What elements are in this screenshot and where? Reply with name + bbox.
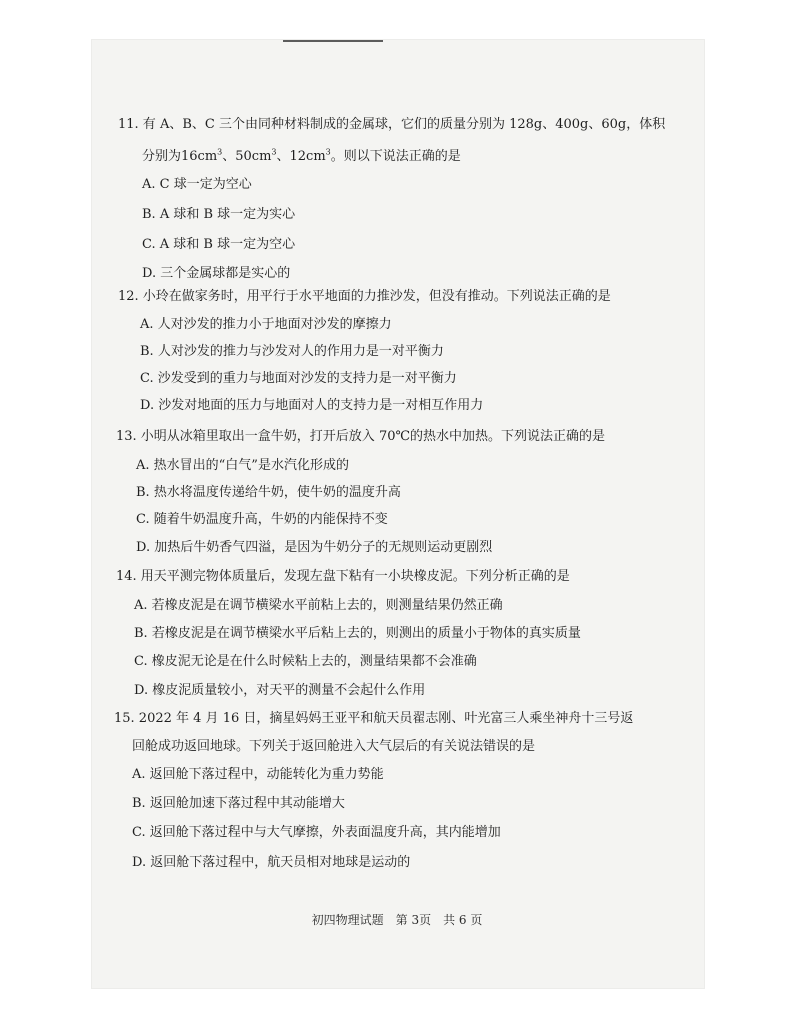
question-15-option-d: D. 返回舱下落过程中，航天员相对地球是运动的: [132, 855, 411, 870]
question-12-option-c: C. 沙发受到的重力与地面对沙发的支持力是一对平衡力: [140, 371, 457, 386]
question-14-option-b: B. 若橡皮泥是在调节横梁水平后粘上去的，则测出的质量小于物体的真实质量: [134, 626, 581, 641]
question-12-option-d: D. 沙发对地面的压力与地面对人的支持力是一对相互作用力: [140, 398, 484, 413]
question-13-option-d: D. 加热后牛奶香气四溢，是因为牛奶分子的无规则运动更剧烈: [136, 540, 493, 555]
question-14-stem: 14. 用天平测完物体质量后，发现左盘下粘有一小块橡皮泥。下列分析正确的是: [116, 569, 570, 584]
question-15-stem: 15. 2022 年 4 月 16 日，摘星妈妈王亚平和航天员翟志刚、叶光富三人乘坐神舟十三号返: [114, 711, 634, 726]
question-11-stem: 11. 有 A、B、C 三个由同种材料制成的金属球，它们的质量分别为 128g、400g、60g，体积: [118, 117, 666, 132]
question-13-option-a: A. 热水冒出的“白气”是水汽化形成的: [136, 458, 349, 473]
top-edge-mark: [283, 40, 383, 42]
question-14-option-d: D. 橡皮泥质量较小，对天平的测量不会起什么作用: [134, 683, 426, 698]
question-11-option-b: B. A 球和 B 球一定为实心: [142, 207, 296, 222]
question-11-option-c: C. A 球和 B 球一定为空心: [142, 237, 296, 252]
question-14-option-a: A. 若橡皮泥是在调节横梁水平前粘上去的，则测量结果仍然正确: [134, 598, 503, 613]
question-15-option-c: C. 返回舱下落过程中与大气摩擦，外表面温度升高，其内能增加: [132, 825, 501, 840]
question-12-option-b: B. 人对沙发的推力与沙发对人的作用力是一对平衡力: [140, 344, 444, 359]
question-13-stem: 13. 小明从冰箱里取出一盒牛奶，打开后放入 70℃的热水中加热。下列说法正确的是: [116, 429, 606, 444]
page-footer: 初四物理试题 第 3页 共 6 页: [311, 913, 483, 927]
question-11-stem-line2: 分别为$16cm^3$、$50cm^3$、$12cm^3$。则以下说法正确的是: [142, 147, 461, 164]
question-15-option-a: A. 返回舱下落过程中，动能转化为重力势能: [132, 767, 384, 782]
question-15-stem-line2: 回舱成功返回地球。下列关于返回舱进入大气层后的有关说法错误的是: [132, 739, 536, 754]
question-13-option-b: B. 热水将温度传递给牛奶，使牛奶的温度升高: [136, 485, 401, 500]
question-12-stem: 12. 小玲在做家务时，用平行于水平地面的力推沙发，但没有推动。下列说法正确的是: [118, 289, 611, 304]
question-12-option-a: A. 人对沙发的推力小于地面对沙发的摩擦力: [140, 317, 392, 332]
question-13-option-c: C. 随着牛奶温度升高，牛奶的内能保持不变: [136, 512, 388, 527]
question-14-option-c: C. 橡皮泥无论是在什么时候粘上去的，测量结果都不会准确: [134, 654, 477, 669]
question-15-option-b: B. 返回舱加速下落过程中其动能增大: [132, 796, 345, 811]
question-11-option-d: D. 三个金属球都是实心的: [142, 266, 291, 281]
question-11-option-a: A. C 球一定为空心: [142, 177, 252, 192]
